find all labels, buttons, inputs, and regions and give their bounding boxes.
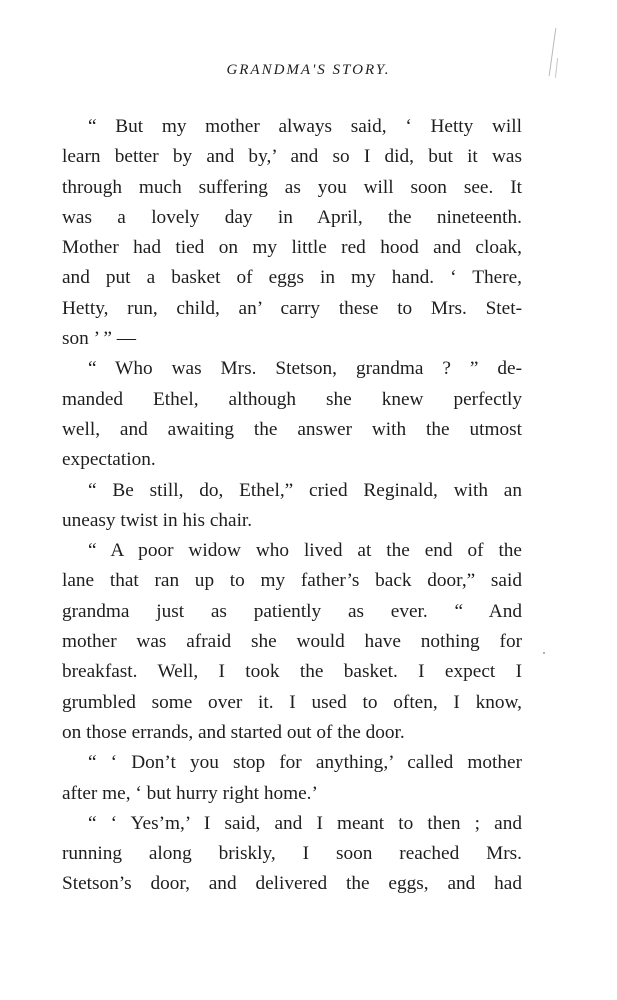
text-line: and put a basket of eggs in my hand. ‘ There,	[62, 267, 522, 289]
text-line: learn better by and by,’ and so I did, but it was	[62, 146, 522, 168]
text-line: uneasy twist in his chair.	[62, 509, 253, 531]
text-line: manded Ethel, although she knew perfectly	[62, 388, 522, 410]
text-line: “ Who was Mrs. Stetson, grandma ? ” de-	[88, 358, 522, 380]
text-line: expectation.	[62, 449, 156, 471]
text-line: “ ‘ Yes’m,’ I said, and I meant to then ; and	[88, 812, 522, 834]
text-line: Mother had tied on my little red hood and cloak,	[62, 237, 522, 259]
text-line: “ Be still, do, Ethel,” cried Reginald, with an	[88, 479, 522, 501]
text-line: mother was afraid she would have nothing for	[62, 631, 522, 653]
body-text	[62, 112, 522, 900]
text-line: “ ‘ Don’t you stop for anything,’ called mother	[88, 752, 522, 774]
text-line: Hetty, run, child, an’ carry these to Mrs. Stet-	[62, 297, 522, 319]
text-line: was a lovely day in April, the nineteenth.	[62, 206, 522, 228]
text-line: grandma just as patiently as ever. “ And	[62, 600, 522, 622]
text-line: “ A poor widow who lived at the end of the	[88, 540, 522, 562]
text-line: running along briskly, I soon reached Mrs.	[62, 843, 522, 865]
ink-speck	[543, 652, 545, 654]
text-line: Stetson’s door, and delivered the eggs, and had	[62, 873, 522, 895]
text-line: on those errands, and started out of the door.	[62, 721, 405, 743]
text-line: well, and awaiting the answer with the utmost	[62, 418, 522, 440]
running-head: GRANDMA'S STORY.	[226, 62, 391, 78]
text-line: lane that ran up to my father’s back door,” said	[62, 570, 522, 592]
text-line: grumbled some over it. I used to often, I know,	[62, 691, 522, 713]
text-line: through much suffering as you will soon see. It	[62, 176, 522, 198]
text-line: after me, ‘ but hurry right home.’	[62, 782, 318, 804]
text-line: “ But my mother always said, ‘ Hetty will	[88, 116, 522, 137]
text-line: breakfast. Well, I took the basket. I expect I	[62, 661, 522, 683]
text-line: son ’ ” —	[62, 328, 137, 350]
